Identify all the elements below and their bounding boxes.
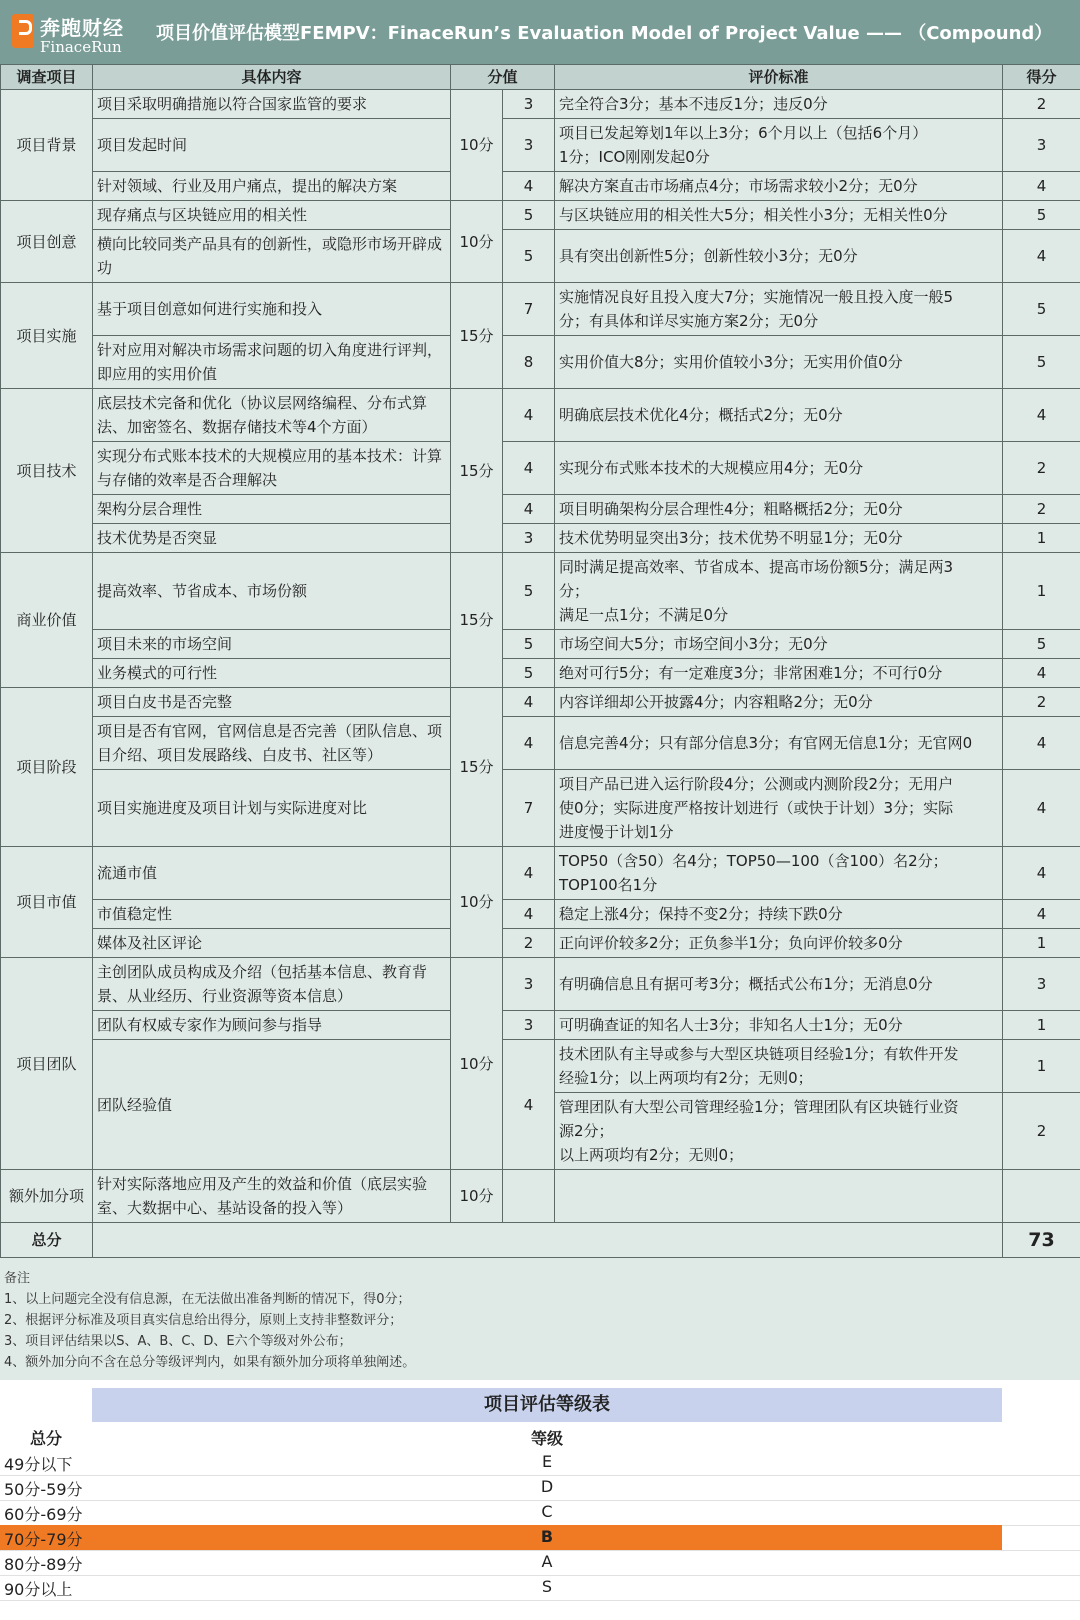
grade-level: C: [541, 1502, 553, 1521]
points-cell: 10分: [451, 958, 503, 1170]
value-cell: 4: [503, 717, 555, 770]
criteria-cell: 明确底层技术优化4分；概括式2分；无0分: [555, 389, 1003, 442]
score-cell: 5: [1003, 201, 1080, 230]
value-cell: 2: [503, 929, 555, 958]
content-cell: 针对领域、行业及用户痛点，提出的解决方案: [93, 172, 451, 201]
score-cell: 4: [1003, 717, 1080, 770]
content-cell: 主创团队成员构成及介绍（包括基本信息、教育背景、从业经历、行业资源等资本信息）: [93, 958, 451, 1011]
score-cell: 2: [1003, 442, 1080, 495]
table-row: [1, 958, 1080, 1011]
score-cell: 5: [1003, 630, 1080, 659]
grade-level: S: [541, 1577, 553, 1596]
content-cell: 项目发起时间: [93, 119, 451, 172]
score-cell: 1: [1003, 524, 1080, 553]
grade-row: [0, 1575, 1080, 1601]
table-row: [1, 717, 1080, 770]
content-cell: 项目白皮书是否完整: [93, 688, 451, 717]
table-row: [1, 659, 1080, 688]
criteria-cell: 绝对可行5分；有一定难度3分；非常困难1分；不可行0分: [555, 659, 1003, 688]
score-cell: 4: [1003, 172, 1080, 201]
table-row: [1, 230, 1080, 283]
grade-row-highlighted: [0, 1525, 1080, 1551]
score-cell: 1: [1003, 553, 1080, 630]
criteria-cell: 管理团队有大型公司管理经验1分；管理团队有区块链行业资 源2分； 以上两项均有2分；无则0；: [555, 1093, 1003, 1170]
grade-row: [0, 1500, 1080, 1526]
points-cell: 10分: [451, 201, 503, 283]
grade-header-level: 等级: [530, 1429, 563, 1448]
total-score: 73: [1003, 1223, 1080, 1258]
table-header-row: [1, 65, 1080, 90]
content-cell: 团队有权威专家作为顾问参与指导: [93, 1011, 451, 1040]
grade-row: [0, 1475, 1080, 1501]
content-cell: 现存痛点与区块链应用的相关性: [93, 201, 451, 230]
header-category: 调查项目: [1, 65, 93, 90]
table-row: [1, 929, 1080, 958]
points-cell: 15分: [451, 553, 503, 688]
criteria-cell: 正向评价较多2分；正负参半1分；负向评价较多0分: [555, 929, 1003, 958]
category-label: 项目技术: [1, 389, 93, 553]
value-cell: 4: [503, 1040, 555, 1170]
grade-level: E: [541, 1452, 553, 1471]
page-title: 项目价值评估模型FEMPV：FinaceRun’s Evaluation Model of Project Value —— （Compound）: [156, 23, 1053, 44]
table-row: [1, 524, 1080, 553]
table-row: [1, 770, 1080, 847]
table-row: [1, 283, 1080, 336]
content-cell: 提高效率、节省成本、市场份额: [93, 553, 451, 630]
header-bar: [0, 0, 1080, 64]
table-row: [1, 1170, 1080, 1223]
total-label: 总分: [1, 1223, 93, 1258]
grade-score-range: 49分以下: [4, 1455, 73, 1474]
value-cell: 5: [503, 230, 555, 283]
criteria-cell: 实施情况良好且投入度大7分；实施情况一般且投入度一般5 分；有具体和详尽实施方案2分；无0分: [555, 283, 1003, 336]
grade-level: D: [540, 1477, 554, 1496]
header-points: 分值: [451, 65, 555, 90]
content-cell: 项目采取明确措施以符合国家监管的要求: [93, 90, 451, 119]
table-row: [1, 442, 1080, 495]
criteria-cell: 项目已发起筹划1年以上3分；6个月以上（包括6个月） 1分；ICO刚刚发起0分: [555, 119, 1003, 172]
grade-score-range: 70分-79分: [4, 1530, 83, 1549]
criteria-cell: 与区块链应用的相关性大5分；相关性小3分；无相关性0分: [555, 201, 1003, 230]
category-label: 项目市值: [1, 847, 93, 958]
category-label: 商业价值: [1, 553, 93, 688]
criteria-cell: TOP50（含50）名4分；TOP50—100（含100）名2分； TOP100名1分: [555, 847, 1003, 900]
table-row: [1, 1011, 1080, 1040]
value-cell: 7: [503, 283, 555, 336]
table-row: [1, 553, 1080, 630]
table-row: [1, 172, 1080, 201]
score-cell: 4: [1003, 770, 1080, 847]
category-label: 项目创意: [1, 201, 93, 283]
table-row: [1, 688, 1080, 717]
criteria-cell: 实现分布式账本技术的大规模应用4分；无0分: [555, 442, 1003, 495]
value-cell: 4: [503, 172, 555, 201]
value-cell: 5: [503, 201, 555, 230]
category-label: 项目团队: [1, 958, 93, 1170]
value-cell: 4: [503, 900, 555, 929]
value-cell: 8: [503, 336, 555, 389]
grade-header-row: [0, 1424, 1080, 1450]
category-label: 项目实施: [1, 283, 93, 389]
logo: [0, 0, 132, 64]
criteria-cell: 同时满足提高效率、节省成本、提高市场份额5分；满足两3 分； 满足一点1分；不满足0分: [555, 553, 1003, 630]
score-cell: 3: [1003, 119, 1080, 172]
value-cell: [503, 1170, 555, 1223]
criteria-cell: 可明确查证的知名人士3分；非知名人士1分；无0分: [555, 1011, 1003, 1040]
value-cell: 4: [503, 847, 555, 900]
score-cell: 3: [1003, 958, 1080, 1011]
note-line: 3、项目评估结果以S、A、B、C、D、E六个等级对外公布；: [4, 1334, 352, 1349]
points-cell: 10分: [451, 847, 503, 958]
criteria-cell: 有明确信息且有据可考3分；概括式公布1分；无消息0分: [555, 958, 1003, 1011]
criteria-cell: 解决方案直击市场痛点4分；市场需求较小2分；无0分: [555, 172, 1003, 201]
value-cell: 5: [503, 553, 555, 630]
content-cell: 流通市值: [93, 847, 451, 900]
total-spacer: [93, 1223, 1003, 1258]
value-cell: 4: [503, 688, 555, 717]
grade-table: [0, 1380, 1080, 1620]
points-cell: 15分: [451, 688, 503, 847]
criteria-cell: 完全符合3分；基本不违反1分；违反0分: [555, 90, 1003, 119]
content-cell: 市值稳定性: [93, 900, 451, 929]
header-score: 得分: [1003, 65, 1080, 90]
score-cell: 4: [1003, 659, 1080, 688]
criteria-cell: 稳定上涨4分；保持不变2分；持续下跌0分: [555, 900, 1003, 929]
content-cell: 项目未来的市场空间: [93, 630, 451, 659]
content-cell: 横向比较同类产品具有的创新性，或隐形市场开辟成功: [93, 230, 451, 283]
table-row: [1, 90, 1080, 119]
criteria-cell: 信息完善4分；只有部分信息3分；有官网无信息1分；无官网0: [555, 717, 1003, 770]
score-cell: 5: [1003, 283, 1080, 336]
score-cell: 1: [1003, 1011, 1080, 1040]
table-row: [1, 389, 1080, 442]
grade-level: A: [541, 1552, 553, 1571]
table-row: [1, 201, 1080, 230]
value-cell: 4: [503, 389, 555, 442]
category-label: 项目背景: [1, 90, 93, 201]
criteria-cell: 实用价值大8分；实用价值较小3分；无实用价值0分: [555, 336, 1003, 389]
criteria-cell: 市场空间大5分；市场空间小3分；无0分: [555, 630, 1003, 659]
value-cell: 3: [503, 90, 555, 119]
table-row: [1, 495, 1080, 524]
header-content: 具体内容: [93, 65, 451, 90]
criteria-cell: 内容详细却公开披露4分；内容粗略2分；无0分: [555, 688, 1003, 717]
grade-row: [0, 1450, 1080, 1476]
grade-level: B: [540, 1527, 554, 1546]
criteria-cell: 项目产品已进入运行阶段4分；公测或内测阶段2分；无用户 使0分；实际进度严格按计划进行（或快于计划）3分；实际 进度慢于计划1分: [555, 770, 1003, 847]
score-cell: 1: [1003, 1040, 1080, 1093]
value-cell: 5: [503, 659, 555, 688]
table-row: [1, 630, 1080, 659]
category-label: 项目阶段: [1, 688, 93, 847]
score-cell: 1: [1003, 929, 1080, 958]
table-row: [1, 900, 1080, 929]
score-cell: 4: [1003, 389, 1080, 442]
score-cell: 2: [1003, 688, 1080, 717]
points-cell: 15分: [451, 283, 503, 389]
total-row: [1, 1223, 1080, 1258]
value-cell: 3: [503, 1011, 555, 1040]
criteria-cell: [555, 1170, 1003, 1223]
score-cell: 4: [1003, 847, 1080, 900]
value-cell: 4: [503, 495, 555, 524]
content-cell: 针对实际落地应用及产生的效益和价值（底层实验室、大数据中心、基站设备的投入等）: [93, 1170, 451, 1223]
criteria-cell: 具有突出创新性5分；创新性较小3分；无0分: [555, 230, 1003, 283]
content-cell: 针对应用对解决市场需求问题的切入角度进行评判，即应用的实用价值: [93, 336, 451, 389]
notes-heading: 备注: [4, 1271, 31, 1286]
note-line: 1、以上问题完全没有信息源，在无法做出准备判断的情况下，得0分；: [4, 1292, 411, 1307]
content-cell: 业务模式的可行性: [93, 659, 451, 688]
grade-header-score: 总分: [30, 1429, 63, 1448]
logo-en-text: FinaceRun: [40, 38, 122, 56]
value-cell: 4: [503, 442, 555, 495]
table-row: [1, 336, 1080, 389]
value-cell: 3: [503, 119, 555, 172]
grade-row: [0, 1550, 1080, 1576]
grade-score-range: 80分-89分: [4, 1555, 83, 1574]
note-line: 2、根据评分标准及项目真实信息给出得分，原则上支持非整数评分；: [4, 1313, 403, 1328]
score-cell: 2: [1003, 90, 1080, 119]
points-cell: 10分: [451, 90, 503, 201]
points-cell: 15分: [451, 389, 503, 553]
content-cell: 技术优势是否突显: [93, 524, 451, 553]
score-cell: [1003, 1170, 1080, 1223]
value-cell: 7: [503, 770, 555, 847]
table-row: [1, 119, 1080, 172]
note-line: 4、额外加分向不含在总分等级评判内，如果有额外加分项将单独阐述。: [4, 1355, 416, 1370]
score-cell: 4: [1003, 230, 1080, 283]
criteria-cell: 项目明确架构分层合理性4分；粗略概括2分；无0分: [555, 495, 1003, 524]
content-cell: 基于项目创意如何进行实施和投入: [93, 283, 451, 336]
table-row: [1, 847, 1080, 900]
value-cell: 5: [503, 630, 555, 659]
content-cell: 实现分布式账本技术的大规模应用的基本技术：计算与存储的效率是否合理解决: [93, 442, 451, 495]
criteria-cell: 技术团队有主导或参与大型区块链项目经验1分；有软件开发 经验1分；以上两项均有2分；无则0；: [555, 1040, 1003, 1093]
score-cell: 2: [1003, 495, 1080, 524]
value-cell: 3: [503, 524, 555, 553]
content-cell: 媒体及社区评论: [93, 929, 451, 958]
value-cell: 3: [503, 958, 555, 1011]
criteria-cell: 技术优势明显突出3分；技术优势不明显1分；无0分: [555, 524, 1003, 553]
score-cell: 4: [1003, 900, 1080, 929]
category-label: 额外加分项: [1, 1170, 93, 1223]
evaluation-table: [0, 64, 1080, 1258]
grade-score-range: 50分-59分: [4, 1480, 83, 1499]
content-cell: 底层技术完备和优化（协议层网络编程、分布式算法、加密签名、数据存储技术等4个方面）: [93, 389, 451, 442]
header-criteria: 评价标准: [555, 65, 1003, 90]
grade-score-range: 60分-69分: [4, 1505, 83, 1524]
content-cell: 项目实施进度及项目计划与实际进度对比: [93, 770, 451, 847]
score-cell: 2: [1003, 1093, 1080, 1170]
grade-table-title: 项目评估等级表: [92, 1388, 1002, 1422]
table-row: [1, 1040, 1080, 1093]
logo-mark-icon: [12, 14, 34, 48]
grade-score-range: 90分以上: [4, 1580, 73, 1599]
logo-cn-text: 奔跑财经: [40, 16, 124, 40]
points-cell: 10分: [451, 1170, 503, 1223]
content-cell: 项目是否有官网，官网信息是否完善（团队信息、项目介绍、项目发展路线、白皮书、社区等）: [93, 717, 451, 770]
notes-section: [4, 1268, 415, 1373]
score-cell: 5: [1003, 336, 1080, 389]
content-cell: 架构分层合理性: [93, 495, 451, 524]
content-cell: 团队经验值: [93, 1040, 451, 1170]
